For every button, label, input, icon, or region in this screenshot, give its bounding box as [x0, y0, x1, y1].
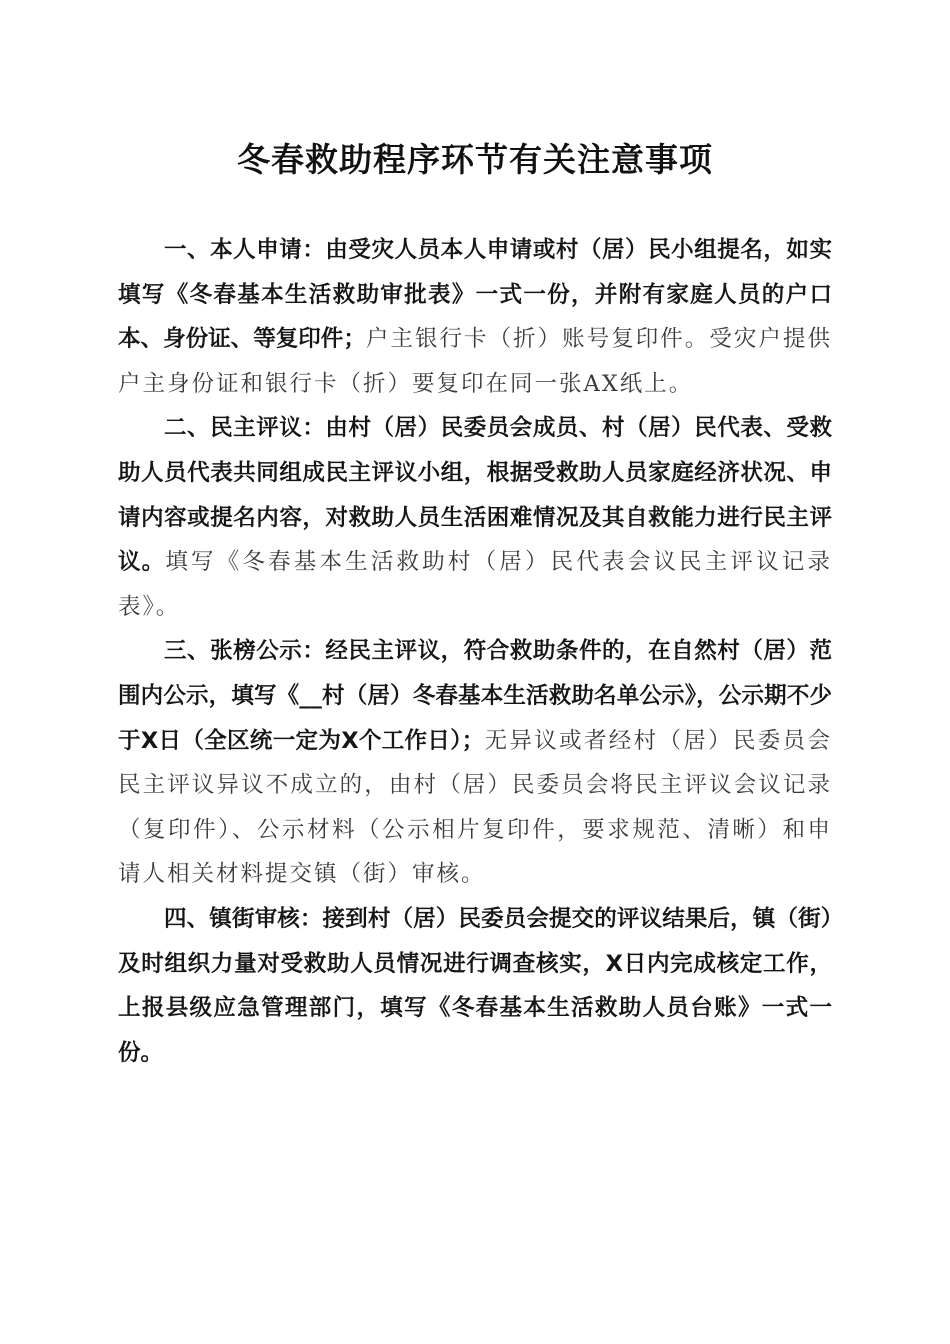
paragraph-public-notice [118, 629, 832, 897]
paragraph-main-text: 一、本人申请：由受灾人员本人申请或村（居）民小组提名，如实填写《冬春基本生活救助审批表》一式一份，并附有家庭人员的户口本、身份证、等复印件； [118, 237, 832, 353]
paragraph-democratic-review [118, 406, 832, 629]
paragraph-main-text: 二、民主评议：由村（居）民委员会成员、村（居）民代表、受救助人员代表共同组成民主评议小组，根据受救助人员家庭经济状况、申请内容或提名内容，对救助人员生活困难情况及其自救能力进行民主评议。 [118, 415, 832, 576]
document-title: 冬春救助程序环节有关注意事项 [237, 140, 713, 179]
paragraph-main-text: 三、张榜公示：经民主评议，符合救助条件的，在自然村（居）范围内公示，填写《__村（居）冬春基本生活救助名单公示》，公示期不少于X日（全区统一定为X个工作日）； [118, 638, 832, 754]
paragraph-supplement-text: 户主银行卡（折）账号复印件。受灾户提供户主身份证和银行卡（折）要复印在同一张AX纸上。 [118, 326, 832, 397]
paragraph-personal-application [118, 228, 832, 406]
paragraph-town-review [118, 897, 832, 1075]
paragraph-supplement-text: 填写《冬春基本生活救助村（居）民代表会议民主评议记录表》。 [118, 549, 832, 620]
paragraph-supplement-text: 无异议或者经村（居）民委员会民主评议异议不成立的，由村（居）民委员会将民主评议会议记录（复印件）、公示材料（公示相片复印件，要求规范、清晰）和申请人相关材料提交镇（街）审核。 [118, 727, 832, 888]
paragraph-main-text: 四、镇街审核：接到村（居）民委员会提交的评议结果后，镇（街）及时组织力量对受救助人员情况进行调查核实，X日内完成核定工作，上报县级应急管理部门，填写《冬春基本生活救助人员台账》一式一份。 [118, 905, 832, 1066]
